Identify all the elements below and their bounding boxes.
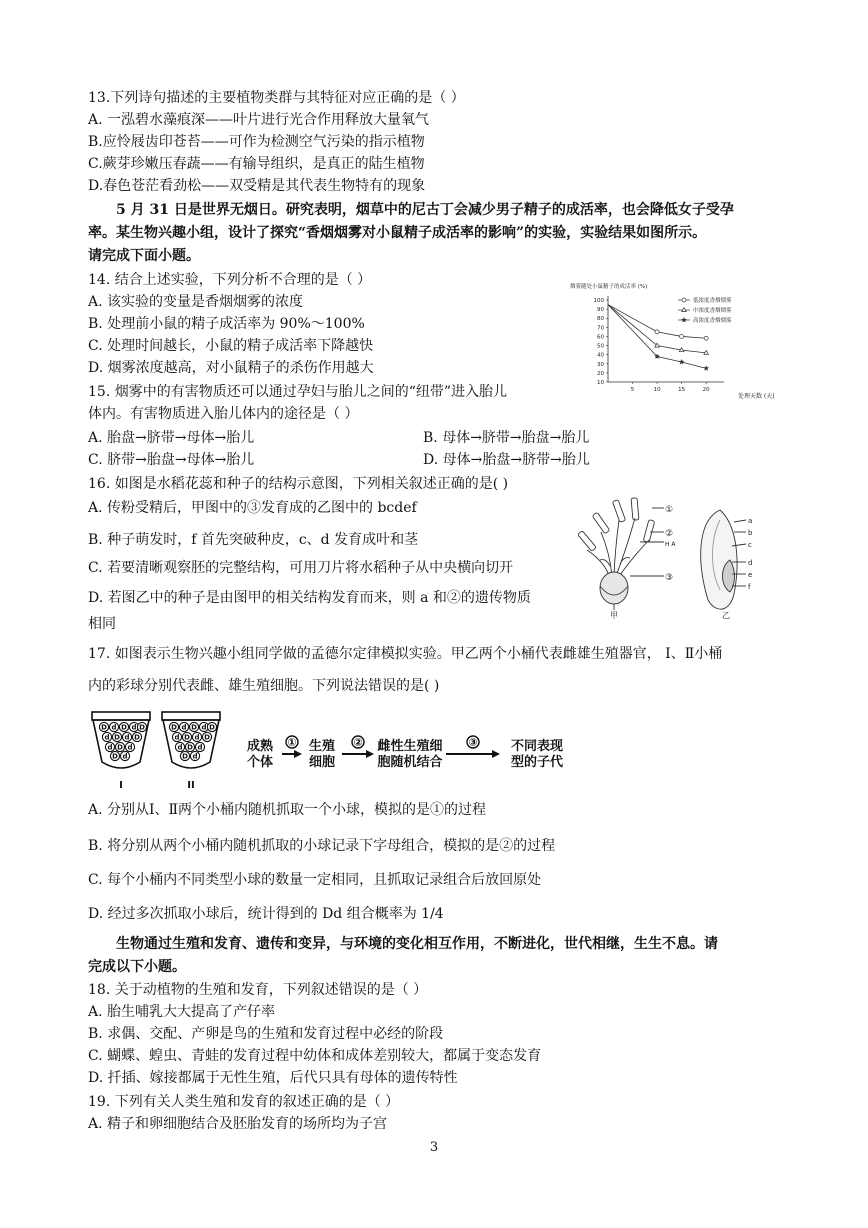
q14-option-d: D. 烟雾浓度越高，对小鼠精子的杀伤作用越大 — [88, 360, 374, 376]
rice-flower-seed-figure — [570, 490, 770, 620]
chart-legend-label: 低浓度香烟烟雾 — [693, 298, 732, 304]
flow-arrowhead — [492, 750, 500, 758]
seed-label-c: c — [748, 541, 752, 549]
seed-label-f: f — [748, 583, 751, 591]
q17-stem-line-1: 17. 如图表示生物兴趣小组同学做的孟德尔定律模拟实验。甲乙两个小桶代表雌雄生殖器官， Ⅰ、Ⅱ小桶 — [88, 646, 723, 662]
flow-arrowhead — [294, 750, 302, 758]
ball-letter: d — [192, 752, 198, 761]
ball-letter: d — [197, 743, 203, 752]
ball-letter: D — [139, 723, 145, 732]
ball-letter: D — [101, 723, 107, 732]
rice-flower-drawing — [578, 498, 664, 610]
chart-x-tick-label: 20 — [702, 387, 710, 393]
chart-y-tick-label: 40 — [597, 352, 604, 359]
q16-option-d: D. 若图乙中的种子是由图甲的相关结构发育而来，则 a 和②的遗传物质 — [88, 590, 531, 606]
chart-y-tick-label: 10 — [597, 380, 604, 386]
flow-step-text: 雌性生殖细 — [377, 739, 443, 754]
caption-yi: 乙 — [722, 611, 730, 620]
flow-step-text: 个体 — [246, 755, 274, 770]
flow-step-number: ① — [287, 736, 297, 749]
q17-stem-line-2: 内的彩球分别代表雌、雄生殖细胞。下列说法错误的是( ) — [88, 678, 440, 694]
q14-option-b: B. 处理前小鼠的精子成活率为 90%～100% — [88, 316, 365, 332]
q16-option-a: A. 传粉受精后，甲图中的③发育成的乙图中的 bcdef — [88, 500, 417, 516]
flow-step-text: 细胞 — [308, 755, 336, 770]
chart-legend-label: 中浓度香烟烟雾 — [693, 308, 732, 314]
mendel-simulation-figure — [90, 708, 610, 794]
bucket-rim — [162, 712, 220, 720]
q15-stem-line-2: 体内。有害物质进入胎儿体内的途径是（ ） — [88, 406, 359, 422]
bucket-label: II — [187, 780, 195, 791]
chart-y-tick-label: 50 — [597, 343, 604, 350]
flow-arrowhead — [366, 750, 374, 758]
flow-step-text: 胞随机结合 — [377, 755, 443, 770]
flower-label-3: ③ — [665, 573, 674, 583]
bucket-label: I — [119, 780, 123, 791]
flow-step-number: ② — [353, 736, 363, 749]
ball-letter: D — [191, 723, 197, 732]
intro1-line-1: 5 月 31 日是世界无烟日。研究表明，烟草中的尼古丁会减少男子精子的成活率，也会降低女子受孕 — [116, 202, 734, 218]
q17-option-b: B. 将分别从两个小桶内随机抓取的小球记录下字母组合，模拟的是②的过程 — [88, 838, 556, 854]
q14-option-a: A. 该实验的变量是香烟烟雾的浓度 — [88, 294, 304, 310]
chart-y-tick-label: 30 — [597, 361, 604, 368]
intro1-line-3: 请完成下面小题。 — [88, 248, 200, 264]
q16-option-c: C. 若要清晰观察胚的完整结构，可用刀片将水稻种子从中央横向切开 — [88, 560, 514, 576]
ball-letter: D — [184, 733, 190, 742]
rice-seed-drawing — [701, 510, 746, 609]
q17-option-d: D. 经过多次抓取小球后，统计得到的 Dd 组合概率为 1/4 — [88, 906, 444, 922]
q17-option-c: C. 每个小桶内不同类型小球的数量一定相同，且抓取记录组合后放回原处 — [88, 872, 542, 888]
ball-letter: D — [117, 743, 123, 752]
q15-option-b: B. 母体→脐带→胎盘→胎儿 — [423, 430, 590, 446]
seed-label-b: b — [748, 529, 753, 537]
ball-letter: D — [134, 733, 140, 742]
chart-point — [680, 334, 684, 338]
q15-option-d: D. 母体→胎盘→脐带→胎儿 — [423, 452, 590, 468]
ball-letter: d — [107, 743, 113, 752]
ball-letter: d — [104, 733, 110, 742]
chart-series-line — [608, 305, 706, 369]
ball-letter: d — [124, 733, 130, 742]
chart-x-tick-label: 15 — [678, 387, 686, 393]
q18-option-a: A. 胎生哺乳大大提高了产仔率 — [88, 1004, 276, 1020]
ball-letter: D — [171, 723, 177, 732]
flower-label-1: ① — [665, 505, 674, 515]
chart-point — [679, 359, 684, 364]
seed-label-d: d — [748, 559, 753, 567]
chart-y-tick-label: 70 — [597, 325, 604, 332]
chart-point — [704, 366, 709, 371]
q19-option-a: A. 精子和卵细胞结合及胚胎发育的场所均为子宫 — [88, 1116, 388, 1132]
bucket-2 — [162, 712, 220, 791]
q18-option-d: D. 扦插、嫁接都属于无性生殖，后代只具有母体的遗传特性 — [88, 1070, 458, 1086]
flow-step-text: 生殖 — [308, 739, 336, 754]
q18-stem: 18. 关于动植物的生殖和发育，下列叙述错误的是（ ） — [88, 982, 428, 998]
seed-label-e: e — [748, 571, 753, 579]
chart-point — [682, 317, 687, 322]
q13-option-b: B.应怜屐齿印苍苔——可作为检测空气污染的指示植物 — [88, 134, 425, 150]
q16-option-b: B. 种子萌发时，f 首先突破种皮，c、d 发育成叶和茎 — [88, 532, 419, 548]
chart-y-tick-label: 90 — [597, 307, 604, 314]
ball-letter: d — [194, 733, 200, 742]
ball-letter: d — [127, 743, 133, 752]
chart-point — [655, 330, 659, 334]
intro2-line-2: 完成以下小题。 — [88, 959, 186, 975]
q13-option-c: C.蕨芽珍嫩压春蔬——有输导组织，是真正的陆生植物 — [88, 156, 425, 172]
q19-stem: 19. 下列有关人类生殖和发育的叙述正确的是（ ） — [88, 1094, 400, 1110]
q14-stem: 14. 结合上述实验，下列分析不合理的是（ ） — [88, 272, 372, 288]
ball-letter: D — [182, 752, 188, 761]
chart-point — [682, 298, 686, 302]
chart-y-tick-label: 80 — [597, 316, 604, 323]
q17-option-a: A. 分别从Ⅰ、Ⅱ两个小桶内随机抓取一个小球，模拟的是①的过程 — [88, 802, 487, 818]
bucket-rim — [92, 712, 150, 720]
chart-point — [682, 308, 687, 312]
chart-xlabel: 处理天数 (天) — [738, 393, 775, 400]
chart-x-tick-label: 10 — [653, 387, 661, 393]
q16-option-d-cont: 相同 — [88, 616, 116, 632]
q13-option-a: A. 一泓碧水藻痕深——叶片进行光合作用释放大量氧气 — [88, 112, 430, 128]
flow-step-text: 成熟 — [246, 739, 274, 754]
q18-option-b: B. 求偶、交配、产卵是鸟的生殖和发育过程中必经的阶段 — [88, 1026, 444, 1042]
ball-letter: D — [114, 733, 120, 742]
ball-letter: d — [177, 743, 183, 752]
chart-y-tick-label: 100 — [593, 298, 604, 304]
q16-stem: 16. 如图是水稻花蕊和种子的结构示意图，下列相关叙述正确的是( ) — [88, 476, 509, 492]
chart-y-tick-label: 20 — [597, 370, 604, 377]
flow-step-text: 型的子代 — [510, 755, 564, 770]
q13-stem: 13.下列诗句描述的主要植物类群与其特征对应正确的是（ ） — [88, 90, 465, 106]
q18-option-c: C. 蝴蝶、蝗虫、青蛙的发育过程中幼体和成体差别较大，都属于变态发育 — [88, 1048, 542, 1064]
seed-label-a: a — [748, 517, 753, 525]
ball-letter: D — [204, 733, 210, 742]
ball-letter: d — [181, 723, 187, 732]
chart-legend-label: 高浓度香烟烟雾 — [693, 318, 732, 324]
chart-title: 烟雾随处小鼠精子的成活率 (%) — [570, 284, 648, 290]
ball-letter: D — [121, 723, 127, 732]
ball-letter: d — [111, 723, 117, 732]
flower-label-ha: H A — [665, 541, 676, 548]
chart-point — [704, 336, 708, 340]
ball-letter: D — [112, 752, 118, 761]
flower-label-2: ② — [665, 529, 674, 539]
ball-letter: d — [174, 733, 180, 742]
q15-option-a: A. 胎盘→脐带→母体→胎儿 — [88, 430, 255, 446]
sperm-survival-chart — [566, 272, 775, 400]
q15-option-c: C. 脐带→胎盘→母体→胎儿 — [88, 452, 255, 468]
ball-letter: d — [122, 752, 128, 761]
q15-stem-line-1: 15. 烟雾中的有害物质还可以通过孕妇与胎儿之间的“纽带”进入胎儿 — [88, 384, 508, 400]
flow-step-number: ③ — [468, 736, 478, 749]
chart-x-tick-label: 5 — [630, 387, 635, 393]
page-number: 3 — [429, 1140, 439, 1155]
caption-jia: 甲 — [610, 611, 618, 620]
q13-option-d: D.春色苍茫看劲松——双受精是其代表生物特有的现象 — [88, 178, 426, 194]
intro2-line-1: 生物通过生殖和发育、遗传和变异，与环境的变化相互作用，不断进化，世代相继，生生不息。请 — [116, 936, 718, 952]
flow-step-text: 不同表现 — [510, 739, 564, 754]
bucket-1 — [92, 712, 150, 791]
q14-option-c: C. 处理时间越长，小鼠的精子成活率下降越快 — [88, 338, 374, 354]
ball-letter: D — [187, 743, 193, 752]
ball-letter: d — [201, 723, 207, 732]
chart-y-tick-label: 60 — [597, 334, 604, 341]
ball-letter: D — [209, 723, 215, 732]
intro1-line-2: 率。某生物兴趣小组，设计了探究“香烟烟雾对小鼠精子成活率的影响”的实验，实验结果如图所示。 — [88, 225, 707, 241]
ball-letter: d — [131, 723, 137, 732]
